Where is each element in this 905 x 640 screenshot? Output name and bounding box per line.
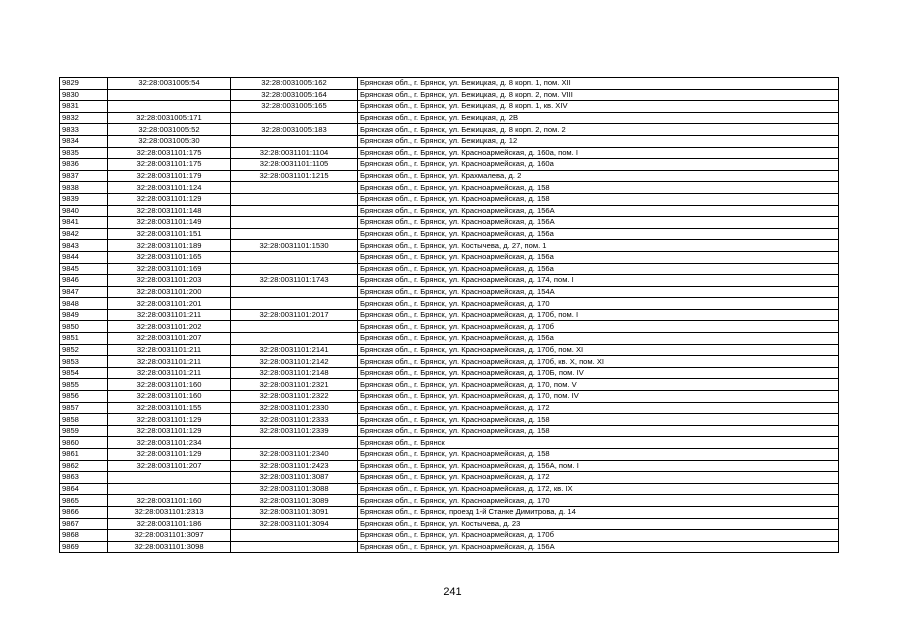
address-cell: Брянская обл., г. Брянск, ул. Красноармейская, д. 156а [358, 251, 839, 263]
address-cell: Брянская обл., г. Брянск, ул. Бежицкая, д. 8 корп. 2, пом. VIII [358, 89, 839, 101]
object-number-cell [231, 263, 358, 275]
address-cell: Брянская обл., г. Брянск, ул. Красноармейская, д. 156а [358, 228, 839, 240]
object-number-cell: 32:28:0031005:165 [231, 101, 358, 113]
parcel-number-cell: 32:28:0031101:3097 [108, 530, 231, 542]
row-number-cell: 9853 [60, 356, 108, 368]
address-cell: Брянская обл., г. Брянск, ул. Бежицкая, д. 12 [358, 135, 839, 147]
table-row [60, 286, 839, 298]
address-cell: Брянская обл., г. Брянск, ул. Красноармейская, д. 170 [358, 298, 839, 310]
row-number-cell: 9854 [60, 367, 108, 379]
table-row [60, 217, 839, 229]
object-number-cell [231, 251, 358, 263]
table-row [60, 263, 839, 275]
object-number-cell [231, 135, 358, 147]
address-cell: Брянская обл., г. Брянск, ул. Костычева, д. 23 [358, 518, 839, 530]
parcel-number-cell: 32:28:0031101:155 [108, 402, 231, 414]
parcel-number-cell: 32:28:0031101:151 [108, 228, 231, 240]
table-row [60, 193, 839, 205]
row-number-cell: 9840 [60, 205, 108, 217]
row-number-cell: 9833 [60, 124, 108, 136]
parcel-number-cell: 32:28:0031101:211 [108, 367, 231, 379]
address-cell: Брянская обл., г. Брянск, ул. Крахмалева, д. 2 [358, 170, 839, 182]
row-number-cell: 9850 [60, 321, 108, 333]
table-row [60, 298, 839, 310]
parcel-number-cell: 32:28:0031005:54 [108, 78, 231, 90]
table-row [60, 321, 839, 333]
table-row [60, 205, 839, 217]
address-cell: Брянская обл., г. Брянск, ул. Красноармейская, д. 154А [358, 286, 839, 298]
table-row [60, 135, 839, 147]
table-row [60, 147, 839, 159]
address-cell: Брянская обл., г. Брянск, ул. Бежицкая, д. 2В [358, 112, 839, 124]
object-number-cell: 32:28:0031101:2423 [231, 460, 358, 472]
row-number-cell: 9843 [60, 240, 108, 252]
address-cell: Брянская обл., г. Брянск, ул. Костычева, д. 27, пом. 1 [358, 240, 839, 252]
parcel-number-cell: 32:28:0031101:129 [108, 449, 231, 461]
table-row [60, 460, 839, 472]
parcel-number-cell: 32:28:0031101:160 [108, 391, 231, 403]
table-row [60, 483, 839, 495]
table-row [60, 275, 839, 287]
object-number-cell: 32:28:0031101:2321 [231, 379, 358, 391]
parcel-number-cell: 32:28:0031101:129 [108, 425, 231, 437]
table-row [60, 495, 839, 507]
object-number-cell: 32:28:0031101:1530 [231, 240, 358, 252]
object-number-cell: 32:28:0031101:2322 [231, 391, 358, 403]
object-number-cell [231, 205, 358, 217]
parcel-number-cell: 32:28:0031101:2313 [108, 506, 231, 518]
address-cell: Брянская обл., г. Брянск, ул. Бежицкая, д. 8 корп. 2, пом. 2 [358, 124, 839, 136]
parcel-number-cell: 32:28:0031101:165 [108, 251, 231, 263]
address-cell: Брянская обл., г. Брянск, ул. Красноармейская, д. 170б, кв. X, пом. XI [358, 356, 839, 368]
row-number-cell: 9829 [60, 78, 108, 90]
parcel-number-cell: 32:28:0031005:171 [108, 112, 231, 124]
row-number-cell: 9869 [60, 541, 108, 553]
address-cell: Брянская обл., г. Брянск, ул. Красноармейская, д. 170б, пом. XI [358, 344, 839, 356]
address-cell: Брянская обл., г. Брянск, ул. Красноармейская, д. 172, кв. IX [358, 483, 839, 495]
address-cell: Брянская обл., г. Брянск, ул. Красноармейская, д. 158 [358, 414, 839, 426]
address-cell: Брянская обл., г. Брянск, ул. Красноармейская, д. 170, пом. V [358, 379, 839, 391]
parcel-number-cell: 32:28:0031101:124 [108, 182, 231, 194]
object-number-cell [231, 112, 358, 124]
object-number-cell: 32:28:0031101:3091 [231, 506, 358, 518]
table-row [60, 89, 839, 101]
address-cell: Брянская обл., г. Брянск, ул. Красноармейская, д. 170б [358, 321, 839, 333]
row-number-cell: 9839 [60, 193, 108, 205]
table-row [60, 101, 839, 113]
parcel-number-cell [108, 89, 231, 101]
parcel-number-cell: 32:28:0031101:160 [108, 495, 231, 507]
row-number-cell: 9852 [60, 344, 108, 356]
object-number-cell: 32:28:0031101:2340 [231, 449, 358, 461]
row-number-cell: 9868 [60, 530, 108, 542]
row-number-cell: 9856 [60, 391, 108, 403]
parcel-number-cell: 32:28:0031101:201 [108, 298, 231, 310]
parcel-number-cell: 32:28:0031101:175 [108, 159, 231, 171]
row-number-cell: 9831 [60, 101, 108, 113]
object-number-cell: 32:28:0031101:2141 [231, 344, 358, 356]
address-cell: Брянская обл., г. Брянск, ул. Красноармейская, д. 158 [358, 425, 839, 437]
object-number-cell [231, 333, 358, 345]
parcel-number-cell: 32:28:0031005:30 [108, 135, 231, 147]
address-cell: Брянская обл., г. Брянск, ул. Бежицкая, д. 8 корп. 1, пом. XII [358, 78, 839, 90]
address-cell: Брянская обл., г. Брянск, ул. Красноармейская, д. 156а [358, 333, 839, 345]
address-cell: Брянская обл., г. Брянск, ул. Красноармейская, д. 172 [358, 402, 839, 414]
row-number-cell: 9845 [60, 263, 108, 275]
parcel-number-cell: 32:28:0031101:179 [108, 170, 231, 182]
table-row [60, 240, 839, 252]
object-number-cell [231, 541, 358, 553]
object-number-cell: 32:28:0031101:1105 [231, 159, 358, 171]
row-number-cell: 9842 [60, 228, 108, 240]
object-number-cell: 32:28:0031101:2330 [231, 402, 358, 414]
row-number-cell: 9841 [60, 217, 108, 229]
row-number-cell: 9860 [60, 437, 108, 449]
object-number-cell [231, 530, 358, 542]
row-number-cell: 9832 [60, 112, 108, 124]
object-number-cell [231, 217, 358, 229]
table-row [60, 78, 839, 90]
table-row [60, 333, 839, 345]
address-cell: Брянская обл., г. Брянск, ул. Красноармейская, д. 170б, пом. I [358, 309, 839, 321]
row-number-cell: 9865 [60, 495, 108, 507]
row-number-cell: 9838 [60, 182, 108, 194]
parcel-number-cell: 32:28:0031101:207 [108, 460, 231, 472]
parcel-number-cell: 32:28:0031101:211 [108, 344, 231, 356]
page-number: 241 [443, 586, 462, 598]
table-row [60, 530, 839, 542]
row-number-cell: 9848 [60, 298, 108, 310]
table-row [60, 251, 839, 263]
parcel-number-cell: 32:28:0031101:202 [108, 321, 231, 333]
row-number-cell: 9858 [60, 414, 108, 426]
object-number-cell [231, 228, 358, 240]
table-row [60, 182, 839, 194]
table-row [60, 356, 839, 368]
table-row [60, 379, 839, 391]
parcel-number-cell [108, 483, 231, 495]
object-number-cell: 32:28:0031101:2333 [231, 414, 358, 426]
object-number-cell: 32:28:0031101:2339 [231, 425, 358, 437]
row-number-cell: 9834 [60, 135, 108, 147]
address-cell: Брянская обл., г. Брянск, ул. Красноармейская, д. 158 [358, 193, 839, 205]
parcel-number-cell: 32:28:0031101:200 [108, 286, 231, 298]
row-number-cell: 9851 [60, 333, 108, 345]
row-number-cell: 9835 [60, 147, 108, 159]
row-number-cell: 9855 [60, 379, 108, 391]
table-row [60, 402, 839, 414]
object-number-cell [231, 286, 358, 298]
parcel-number-cell: 32:28:0031101:189 [108, 240, 231, 252]
row-number-cell: 9864 [60, 483, 108, 495]
table-row [60, 425, 839, 437]
table-row [60, 159, 839, 171]
row-number-cell: 9836 [60, 159, 108, 171]
table-row [60, 506, 839, 518]
address-cell: Брянская обл., г. Брянск, ул. Красноармейская, д. 160а, пом. I [358, 147, 839, 159]
parcel-number-cell: 32:28:0031101:149 [108, 217, 231, 229]
object-number-cell: 32:28:0031101:3087 [231, 472, 358, 484]
address-cell: Брянская обл., г. Брянск, ул. Красноармейская, д. 156а [358, 263, 839, 275]
table-row [60, 228, 839, 240]
address-cell: Брянская обл., г. Брянск, ул. Красноармейская, д. 156А, пом. I [358, 460, 839, 472]
parcel-number-cell: 32:28:0031101:186 [108, 518, 231, 530]
row-number-cell: 9830 [60, 89, 108, 101]
parcel-number-cell: 32:28:0031101:148 [108, 205, 231, 217]
object-number-cell [231, 298, 358, 310]
table-body [60, 78, 839, 553]
table-row [60, 518, 839, 530]
address-cell: Брянская обл., г. Брянск, ул. Красноармейская, д. 160а [358, 159, 839, 171]
object-number-cell: 32:28:0031005:162 [231, 78, 358, 90]
parcel-number-cell [108, 101, 231, 113]
address-cell: Брянская обл., г. Брянск, ул. Красноармейская, д. 170 [358, 495, 839, 507]
object-number-cell [231, 193, 358, 205]
object-number-cell: 32:28:0031101:2142 [231, 356, 358, 368]
row-number-cell: 9857 [60, 402, 108, 414]
row-number-cell: 9844 [60, 251, 108, 263]
object-number-cell: 32:28:0031101:1215 [231, 170, 358, 182]
parcel-number-cell [108, 472, 231, 484]
table-row [60, 414, 839, 426]
address-cell: Брянская обл., г. Брянск, ул. Бежицкая, д. 8 корп. 1, кв. XIV [358, 101, 839, 113]
row-number-cell: 9849 [60, 309, 108, 321]
row-number-cell: 9867 [60, 518, 108, 530]
object-number-cell: 32:28:0031005:164 [231, 89, 358, 101]
table-row [60, 170, 839, 182]
table-row [60, 472, 839, 484]
table-row [60, 449, 839, 461]
table-row [60, 367, 839, 379]
parcel-number-cell: 32:28:0031101:160 [108, 379, 231, 391]
address-cell: Брянская обл., г. Брянск, ул. Красноармейская, д. 156А [358, 541, 839, 553]
object-number-cell: 32:28:0031101:3089 [231, 495, 358, 507]
row-number-cell: 9863 [60, 472, 108, 484]
address-cell: Брянская обл., г. Брянск, ул. Красноармейская, д. 174, пом. I [358, 275, 839, 287]
registry-table [59, 77, 839, 553]
address-cell: Брянская обл., г. Брянск, ул. Красноармейская, д. 158 [358, 182, 839, 194]
row-number-cell: 9837 [60, 170, 108, 182]
object-number-cell: 32:28:0031101:2148 [231, 367, 358, 379]
row-number-cell: 9846 [60, 275, 108, 287]
parcel-number-cell: 32:28:0031101:129 [108, 193, 231, 205]
parcel-number-cell: 32:28:0031101:175 [108, 147, 231, 159]
address-cell: Брянская обл., г. Брянск, ул. Красноармейская, д. 156А [358, 205, 839, 217]
object-number-cell: 32:28:0031101:2017 [231, 309, 358, 321]
object-number-cell: 32:28:0031101:1743 [231, 275, 358, 287]
row-number-cell: 9859 [60, 425, 108, 437]
address-cell: Брянская обл., г. Брянск, ул. Красноармейская, д. 158 [358, 449, 839, 461]
table-row [60, 541, 839, 553]
object-number-cell [231, 182, 358, 194]
table-row [60, 309, 839, 321]
address-cell: Брянская обл., г. Брянск, ул. Красноармейская, д. 156А [358, 217, 839, 229]
row-number-cell: 9866 [60, 506, 108, 518]
address-cell: Брянская обл., г. Брянск, ул. Красноармейская, д. 170Б, пом. IV [358, 367, 839, 379]
row-number-cell: 9861 [60, 449, 108, 461]
parcel-number-cell: 32:28:0031101:169 [108, 263, 231, 275]
parcel-number-cell: 32:28:0031101:211 [108, 356, 231, 368]
row-number-cell: 9862 [60, 460, 108, 472]
parcel-number-cell: 32:28:0031101:211 [108, 309, 231, 321]
object-number-cell: 32:28:0031101:3094 [231, 518, 358, 530]
table-row [60, 112, 839, 124]
parcel-number-cell: 32:28:0031101:3098 [108, 541, 231, 553]
address-cell: Брянская обл., г. Брянск, проезд 1-й Станке Димитрова, д. 14 [358, 506, 839, 518]
address-cell: Брянская обл., г. Брянск, ул. Красноармейская, д. 172 [358, 472, 839, 484]
address-cell: Брянская обл., г. Брянск, ул. Красноармейская, д. 170, пом. IV [358, 391, 839, 403]
parcel-number-cell: 32:28:0031101:207 [108, 333, 231, 345]
table-row [60, 344, 839, 356]
object-number-cell: 32:28:0031101:3088 [231, 483, 358, 495]
row-number-cell: 9847 [60, 286, 108, 298]
parcel-number-cell: 32:28:0031101:129 [108, 414, 231, 426]
parcel-number-cell: 32:28:0031101:203 [108, 275, 231, 287]
parcel-number-cell: 32:28:0031101:234 [108, 437, 231, 449]
object-number-cell: 32:28:0031005:183 [231, 124, 358, 136]
object-number-cell [231, 437, 358, 449]
address-cell: Брянская обл., г. Брянск [358, 437, 839, 449]
address-cell: Брянская обл., г. Брянск, ул. Красноармейская, д. 170б [358, 530, 839, 542]
table-row [60, 437, 839, 449]
object-number-cell: 32:28:0031101:1104 [231, 147, 358, 159]
table-row [60, 391, 839, 403]
table-row [60, 124, 839, 136]
parcel-number-cell: 32:28:0031005:52 [108, 124, 231, 136]
object-number-cell [231, 321, 358, 333]
